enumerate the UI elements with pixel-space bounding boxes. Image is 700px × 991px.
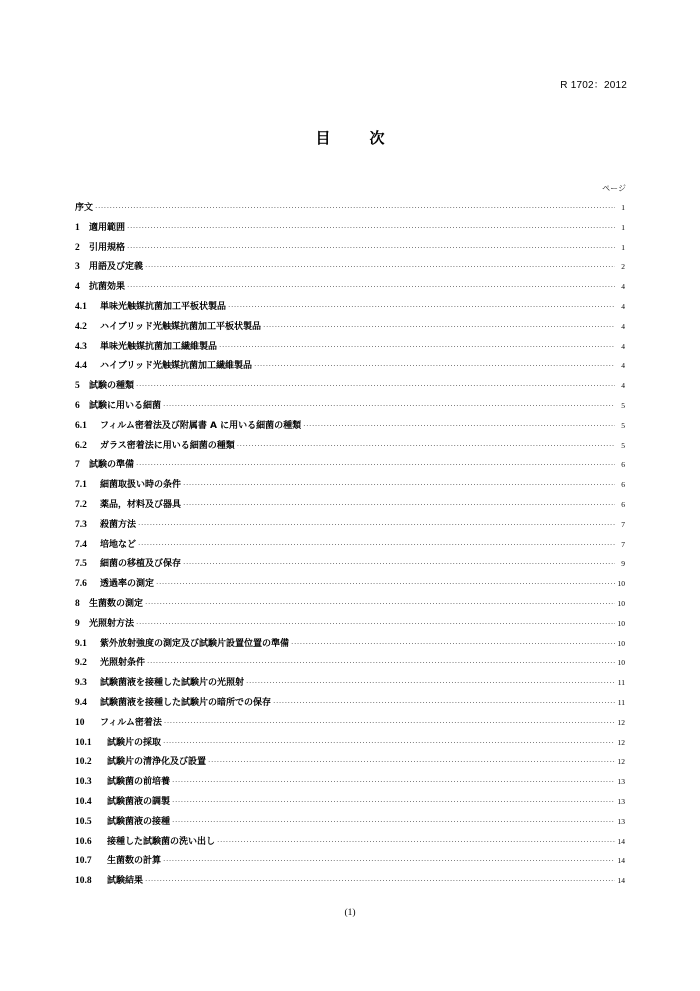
toc-leader-dots bbox=[183, 496, 615, 516]
toc-entry-number: 10.6 bbox=[75, 836, 92, 847]
toc-leader-dots bbox=[172, 813, 615, 833]
toc-entry-page: 7 bbox=[621, 519, 625, 529]
page-number: (1) bbox=[344, 908, 356, 918]
toc-entry[interactable] bbox=[75, 574, 625, 594]
toc-entry-page: 5 bbox=[621, 400, 625, 410]
toc-entry-label: 光照射方法 bbox=[89, 618, 135, 629]
toc-entry-page: 4 bbox=[621, 282, 625, 292]
toc-leader-dots bbox=[172, 793, 615, 813]
toc-entry-number: 10.4 bbox=[75, 796, 92, 807]
toc-entry-number: 4.3 bbox=[75, 341, 87, 352]
toc-entry-number: 7.1 bbox=[75, 480, 87, 491]
toc-entry[interactable] bbox=[75, 436, 625, 456]
toc-entry[interactable] bbox=[75, 752, 625, 772]
toc-entry-label: 生菌数の測定 bbox=[89, 598, 144, 609]
toc-entry[interactable] bbox=[75, 733, 625, 753]
table-of-contents bbox=[75, 198, 625, 891]
toc-entry-label: 接種した試験菌の洗い出し bbox=[107, 836, 216, 847]
toc-entry[interactable] bbox=[75, 238, 625, 258]
toc-entry-label: ハイブリッド光触媒抗菌加工平板状製品 bbox=[100, 321, 262, 332]
toc-entry-page: 14 bbox=[617, 836, 625, 846]
toc-entry-label: 試験片の清浄化及び設置 bbox=[107, 757, 207, 768]
toc-entry-number: 8 bbox=[75, 598, 80, 609]
toc-entry-page: 10 bbox=[617, 638, 625, 648]
toc-entry[interactable] bbox=[75, 257, 625, 277]
toc-entry[interactable] bbox=[75, 277, 625, 297]
toc-leader-dots bbox=[217, 833, 615, 853]
toc-entry-label: 試験菌の前培養 bbox=[107, 777, 171, 788]
toc-entry-label: 抗菌効果 bbox=[89, 282, 126, 293]
toc-entry-page: 5 bbox=[621, 440, 625, 450]
toc-entry[interactable] bbox=[75, 673, 625, 693]
toc-entry-label: ガラス密着法に用いる細菌の種類 bbox=[100, 440, 235, 451]
toc-entry-number: 6 bbox=[75, 400, 80, 411]
toc-entry-label: 培地など bbox=[100, 539, 137, 550]
toc-entry-number: 3 bbox=[75, 262, 80, 273]
toc-entry-page: 10 bbox=[617, 658, 625, 668]
toc-entry-page: 4 bbox=[621, 361, 625, 371]
toc-entry-page: 7 bbox=[621, 539, 625, 549]
toc-entry-label: 生菌数の計算 bbox=[107, 856, 162, 867]
toc-entry-page: 6 bbox=[621, 480, 625, 490]
toc-entry-number: 7.2 bbox=[75, 499, 87, 510]
toc-leader-dots bbox=[254, 357, 615, 377]
toc-entry-label: 試験菌液を接種した試験片の光照射 bbox=[100, 678, 245, 689]
toc-entry-page: 12 bbox=[617, 717, 625, 727]
toc-leader-dots bbox=[164, 714, 615, 734]
toc-entry-number: 7 bbox=[75, 460, 80, 471]
toc-entry[interactable] bbox=[75, 792, 625, 812]
toc-entry-page: 13 bbox=[617, 816, 625, 826]
toc-entry-label: 透過率の測定 bbox=[100, 579, 155, 590]
toc-entry-label: 光照射条件 bbox=[100, 658, 146, 669]
toc-entry-page: 12 bbox=[617, 737, 625, 747]
toc-entry[interactable] bbox=[75, 812, 625, 832]
toc-leader-dots bbox=[145, 872, 615, 892]
toc-entry-page: 1 bbox=[621, 222, 625, 232]
toc-leader-dots bbox=[145, 595, 615, 615]
toc-leader-dots bbox=[237, 437, 615, 457]
toc-entry-number: 9.2 bbox=[75, 658, 87, 669]
toc-entry[interactable] bbox=[75, 356, 625, 376]
toc-entry-page: 10 bbox=[617, 579, 625, 589]
toc-entry-number: 7.6 bbox=[75, 579, 87, 590]
toc-leader-dots bbox=[95, 199, 615, 219]
toc-entry-number: 10.5 bbox=[75, 816, 92, 827]
toc-leader-dots bbox=[136, 377, 615, 397]
toc-entry-page: 14 bbox=[617, 856, 625, 866]
toc-entry-number: 6.1 bbox=[75, 420, 87, 431]
toc-entry[interactable] bbox=[75, 713, 625, 733]
toc-entry-page: 5 bbox=[621, 420, 625, 430]
toc-entry-label: 紫外放射強度の測定及び試験片設置位置の準備 bbox=[100, 638, 290, 649]
toc-entry[interactable] bbox=[75, 337, 625, 357]
toc-entry-page: 4 bbox=[621, 381, 625, 391]
toc-entry-label: 試験菌液を接種した試験片の暗所での保存 bbox=[100, 697, 272, 708]
toc-leader-dots bbox=[147, 654, 615, 674]
toc-leader-dots bbox=[127, 219, 615, 239]
toc-entry[interactable] bbox=[75, 594, 625, 614]
toc-entry[interactable] bbox=[75, 376, 625, 396]
toc-entry-number: 4.4 bbox=[75, 361, 87, 372]
toc-leader-dots bbox=[138, 536, 615, 556]
toc-entry[interactable] bbox=[75, 218, 625, 238]
toc-entry-number: 9.3 bbox=[75, 678, 87, 689]
toc-entry-number: 10 bbox=[75, 717, 85, 728]
toc-entry[interactable] bbox=[75, 198, 625, 218]
toc-entry-label: 適用範囲 bbox=[89, 222, 126, 233]
toc-entry[interactable] bbox=[75, 475, 625, 495]
toc-entry-page: 6 bbox=[621, 499, 625, 509]
toc-entry[interactable] bbox=[75, 297, 625, 317]
toc-entry-number: 6.2 bbox=[75, 440, 87, 451]
toc-leader-dots bbox=[303, 417, 615, 437]
toc-entry-label: 試験片の採取 bbox=[107, 737, 162, 748]
toc-entry-number: 10.3 bbox=[75, 777, 92, 788]
toc-entry[interactable] bbox=[75, 871, 625, 891]
toc-entry-page: 13 bbox=[617, 796, 625, 806]
toc-entry-label: ハイブリッド光触媒抗菌加工繊維製品 bbox=[100, 361, 253, 372]
toc-entry-page: 1 bbox=[621, 242, 625, 252]
toc-entry-number: 7.4 bbox=[75, 539, 87, 550]
toc-leader-dots bbox=[183, 555, 615, 575]
toc-entry-label: フィルム密着法及び附属書 A に用いる細菌の種類 bbox=[100, 420, 302, 431]
toc-entry[interactable] bbox=[75, 554, 625, 574]
toc-entry[interactable] bbox=[75, 653, 625, 673]
toc-entry-label: 薬品，材料及び器具 bbox=[100, 499, 182, 510]
toc-leader-dots bbox=[228, 298, 615, 318]
toc-leader-dots bbox=[163, 734, 615, 754]
toc-entry-number: 10.2 bbox=[75, 757, 92, 768]
toc-entry[interactable] bbox=[75, 832, 625, 852]
toc-leader-dots bbox=[163, 397, 615, 417]
toc-entry-label: 引用規格 bbox=[89, 242, 126, 253]
toc-entry-page: 10 bbox=[617, 618, 625, 628]
toc-entry[interactable] bbox=[75, 455, 625, 475]
toc-entry-page: 4 bbox=[621, 301, 625, 311]
toc-entry-page: 11 bbox=[617, 678, 625, 688]
toc-entry[interactable] bbox=[75, 515, 625, 535]
toc-entry-page: 2 bbox=[621, 262, 625, 272]
toc-leader-dots bbox=[136, 615, 615, 635]
toc-leader-dots bbox=[138, 516, 615, 536]
toc-leader-dots bbox=[263, 318, 615, 338]
toc-entry[interactable] bbox=[75, 396, 625, 416]
toc-leader-dots bbox=[163, 852, 615, 872]
toc-entry-number: 10.7 bbox=[75, 856, 92, 867]
toc-entry-number: 7.5 bbox=[75, 559, 87, 570]
toc-entry-number: 9.4 bbox=[75, 697, 87, 708]
toc-entry-page: 10 bbox=[617, 598, 625, 608]
toc-entry-number: 10.1 bbox=[75, 737, 92, 748]
toc-entry-page: 1 bbox=[621, 203, 625, 212]
toc-entry[interactable] bbox=[75, 772, 625, 792]
toc-entry-label: 試験に用いる細菌 bbox=[89, 400, 162, 411]
toc-entry-number: 5 bbox=[75, 381, 80, 392]
toc-entry-page: 6 bbox=[621, 460, 625, 470]
toc-entry-label: 単味光触媒抗菌加工平板状製品 bbox=[100, 301, 227, 312]
toc-leader-dots bbox=[273, 694, 615, 714]
toc-entry-label: 試験の種類 bbox=[89, 381, 135, 392]
toc-entry-label: 単味光触媒抗菌加工繊維製品 bbox=[100, 341, 218, 352]
toc-entry-label: 試験菌液の接種 bbox=[107, 816, 171, 827]
toc-entry-number: 4.1 bbox=[75, 301, 87, 312]
toc-entry[interactable] bbox=[75, 317, 625, 337]
toc-entry-number: 1 bbox=[75, 222, 80, 233]
toc-entry-label: 試験菌液の調製 bbox=[107, 796, 171, 807]
toc-entry-number: 9.1 bbox=[75, 638, 87, 649]
toc-leader-dots bbox=[291, 635, 615, 655]
toc-entry[interactable] bbox=[75, 614, 625, 634]
toc-entry[interactable] bbox=[75, 535, 625, 555]
toc-leader-dots bbox=[156, 575, 615, 595]
standard-number: R 1702：2012 bbox=[560, 80, 627, 91]
toc-entry[interactable] bbox=[75, 851, 625, 871]
toc-leader-dots bbox=[183, 476, 615, 496]
toc-entry[interactable] bbox=[75, 634, 625, 654]
toc-entry-page: 11 bbox=[617, 697, 625, 707]
toc-entry-label: 用語及び定義 bbox=[89, 262, 144, 273]
toc-leader-dots bbox=[219, 338, 615, 358]
toc-title: 目 次 bbox=[315, 129, 397, 147]
toc-entry[interactable] bbox=[75, 495, 625, 515]
toc-entry[interactable] bbox=[75, 416, 625, 436]
toc-entry-number: 10.8 bbox=[75, 876, 92, 887]
page-column-label: ページ bbox=[602, 184, 626, 193]
toc-entry-number: 7.3 bbox=[75, 519, 87, 530]
toc-entry-number: 2 bbox=[75, 242, 80, 253]
toc-entry-label: 序文 bbox=[75, 203, 94, 213]
toc-leader-dots bbox=[127, 239, 615, 259]
toc-leader-dots bbox=[208, 753, 615, 773]
toc-leader-dots bbox=[246, 674, 615, 694]
toc-entry-page: 4 bbox=[621, 341, 625, 351]
toc-entry-page: 9 bbox=[621, 559, 625, 569]
toc-entry-number: 9 bbox=[75, 618, 80, 629]
toc-entry-number: 4 bbox=[75, 282, 80, 293]
toc-entry-page: 13 bbox=[617, 777, 625, 787]
toc-entry-label: 試験結果 bbox=[107, 876, 144, 887]
toc-entry-label: 試験の準備 bbox=[89, 460, 135, 471]
toc-entry-label: 細菌取扱い時の条件 bbox=[100, 480, 182, 491]
toc-leader-dots bbox=[145, 258, 615, 278]
toc-entry-label: フィルム密着法 bbox=[100, 717, 162, 728]
toc-entry[interactable] bbox=[75, 693, 625, 713]
toc-entry-label: 細菌の移植及び保存 bbox=[100, 559, 182, 570]
toc-leader-dots bbox=[127, 278, 615, 298]
toc-entry-page: 14 bbox=[617, 876, 625, 886]
toc-entry-number: 4.2 bbox=[75, 321, 87, 332]
toc-leader-dots bbox=[172, 773, 615, 793]
toc-entry-page: 12 bbox=[617, 757, 625, 767]
toc-entry-label: 殺菌方法 bbox=[100, 519, 137, 530]
toc-leader-dots bbox=[136, 456, 615, 476]
toc-entry-page: 4 bbox=[621, 321, 625, 331]
